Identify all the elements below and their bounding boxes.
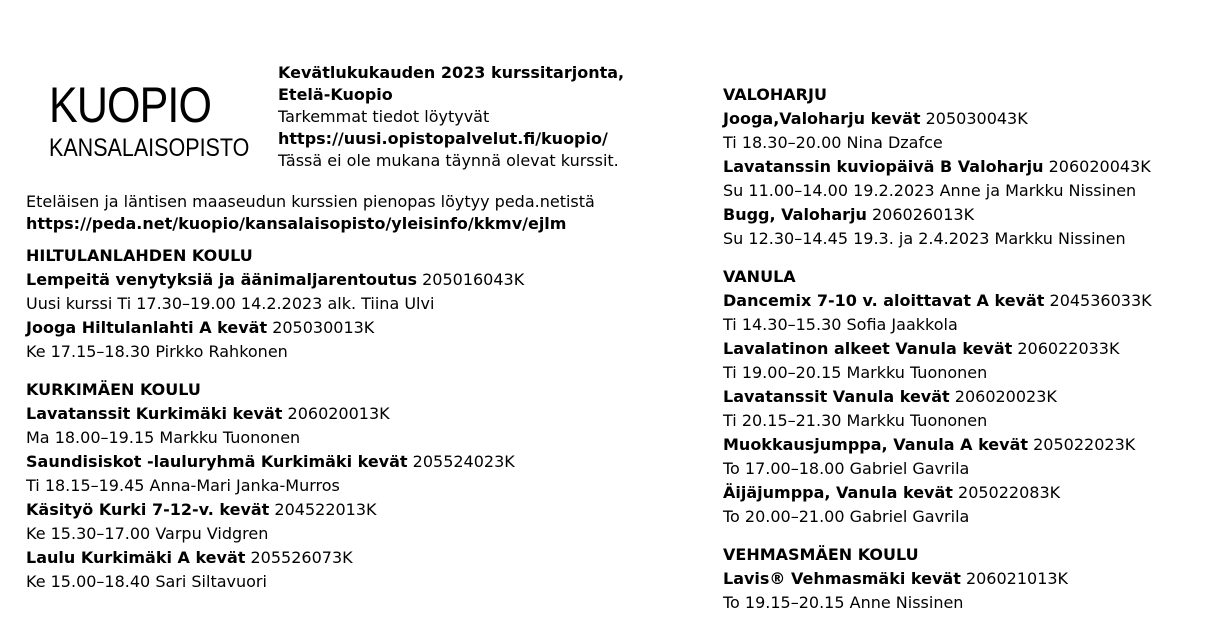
course-code: 204536033K <box>1049 291 1152 310</box>
course-name: Bugg, Valoharju <box>723 205 867 224</box>
course-name: Jooga Hiltulanlahti A kevät <box>26 318 268 337</box>
course-details: Ke 17.15–18.30 Pirkko Rahkonen <box>26 342 288 361</box>
page-header <box>278 62 624 172</box>
section-title: VANULA <box>723 267 796 286</box>
course-details: To 20.00–21.00 Gabriel Gavrila <box>723 507 970 526</box>
course-heading <box>26 402 524 426</box>
course-name: Lavatanssit Vanula kevät <box>723 387 950 406</box>
course-item <box>723 481 1152 529</box>
course-heading <box>723 203 1152 227</box>
course-code: 205030013K <box>272 318 375 337</box>
course-item <box>26 498 524 546</box>
logo-subtitle: KANSALAISOPISTO <box>49 134 250 162</box>
course-item <box>723 337 1152 385</box>
course-details: Su 11.00–14.00 19.2.2023 Anne ja Markku Nissinen <box>723 181 1137 200</box>
course-name: Lavalatinon alkeet Vanula kevät <box>723 339 1013 358</box>
course-code: 205524023K <box>412 452 515 471</box>
course-details: To 17.00–18.00 Gabriel Gavrila <box>723 459 970 478</box>
course-item <box>26 402 524 450</box>
course-details: Ke 15.30–17.00 Varpu Vidgren <box>26 524 269 543</box>
intro-block <box>26 191 595 235</box>
course-item <box>723 433 1152 481</box>
section-vanula <box>723 265 1152 529</box>
section-title: HILTULANLAHDEN KOULU <box>26 246 253 265</box>
course-details: Ti 18.15–19.45 Anna-Mari Janka-Murros <box>26 476 340 495</box>
course-details: Su 12.30–14.45 19.3. ja 2.4.2023 Markku Nissinen <box>723 229 1126 248</box>
course-code: 206020023K <box>954 387 1057 406</box>
page-subtitle: Etelä-Kuopio <box>278 85 393 104</box>
section-title: VALOHARJU <box>723 85 827 104</box>
course-heading <box>723 289 1152 313</box>
intro-text: Eteläisen ja läntisen maaseudun kurssien pienopas löytyy peda.netistä <box>26 192 595 211</box>
course-name: Saundisiskot -lauluryhmä Kurkimäki kevät <box>26 452 408 471</box>
course-heading <box>26 316 524 340</box>
course-details: Ti 14.30–15.30 Sofia Jaakkola <box>723 315 958 334</box>
course-name: Lavatanssit Kurkimäki kevät <box>26 404 283 423</box>
course-code: 206020043K <box>1048 157 1151 176</box>
course-name: Laulu Kurkimäki A kevät <box>26 548 246 567</box>
course-heading <box>723 567 1152 591</box>
course-code: 205030043K <box>925 109 1028 128</box>
intro-link[interactable]: https://peda.net/kuopio/kansalaisopisto/yleisinfo/kkmv/ejlm <box>26 214 567 233</box>
section-title: VEHMASMÄEN KOULU <box>723 545 919 564</box>
course-heading <box>723 155 1152 179</box>
course-code: 204522013K <box>274 500 377 519</box>
course-name: Käsityö Kurki 7-12-v. kevät <box>26 500 270 519</box>
course-details: Ke 15.00–18.40 Sari Siltavuori <box>26 572 267 591</box>
course-details: Ti 18.30–20.00 Nina Dzafce <box>723 133 943 152</box>
left-column <box>26 244 524 608</box>
course-item <box>723 155 1152 203</box>
course-name: Lempeitä venytyksiä ja äänimaljarentoutus <box>26 270 417 289</box>
course-code: 206026013K <box>871 205 975 224</box>
course-code: 205022023K <box>1033 435 1136 454</box>
course-details: Ma 18.00–19.15 Markku Tuononen <box>26 428 301 447</box>
course-heading <box>723 107 1152 131</box>
course-heading <box>723 481 1152 505</box>
course-heading <box>26 498 524 522</box>
kansalaisopisto-logo <box>49 77 282 162</box>
course-code: 205526073K <box>250 548 353 567</box>
course-name: Äijäjumppa, Vanula kevät <box>723 483 953 502</box>
course-name: Lavatanssin kuviopäivä B Valoharju <box>723 157 1044 176</box>
course-code: 205016043K <box>422 270 525 289</box>
section-vehmasmaen-koulu <box>723 543 1152 615</box>
course-code: 206021013K <box>965 569 1069 588</box>
page-title: Kevätlukukauden 2023 kurssitarjonta, <box>278 63 625 82</box>
course-details: Ti 20.15–21.30 Markku Tuononen <box>723 411 988 430</box>
course-code: 205022083K <box>958 483 1061 502</box>
course-heading <box>723 433 1152 457</box>
section-valoharju <box>723 83 1152 251</box>
course-item <box>723 289 1152 337</box>
course-item <box>26 450 524 498</box>
course-heading <box>26 450 524 474</box>
course-item <box>723 385 1152 433</box>
course-item <box>26 546 524 594</box>
course-item <box>723 203 1152 251</box>
section-title: KURKIMÄEN KOULU <box>26 380 201 399</box>
course-name: Dancemix 7-10 v. aloittavat A kevät <box>723 291 1045 310</box>
course-item <box>26 268 524 316</box>
course-code: 206020013K <box>287 404 390 423</box>
course-item <box>723 107 1152 155</box>
course-item <box>26 316 524 364</box>
info-link[interactable]: https://uusi.opistopalvelut.fi/kuopio/ <box>278 129 608 148</box>
course-heading <box>723 385 1152 409</box>
info-text: Tarkemmat tiedot löytyvät <box>278 107 490 126</box>
section-kurkimaen-koulu <box>26 378 524 594</box>
right-column <box>723 83 1152 629</box>
course-details: Ti 19.00–20.15 Markku Tuononen <box>723 363 988 382</box>
course-heading <box>26 546 524 570</box>
course-details: Uusi kurssi Ti 17.30–19.00 14.2.2023 alk. Tiina Ulvi <box>26 294 435 313</box>
section-hiltulanlahden-koulu <box>26 244 524 364</box>
course-details: To 19.15–20.15 Anne Nissinen <box>723 593 964 612</box>
course-heading <box>26 268 524 292</box>
course-name: Lavis® Vehmasmäki kevät <box>723 569 961 588</box>
note-text: Tässä ei ole mukana täynnä olevat kurssit. <box>278 151 619 170</box>
course-item <box>723 567 1152 615</box>
course-name: Muokkausjumppa, Vanula A kevät <box>723 435 1029 454</box>
course-code: 206022033K <box>1017 339 1120 358</box>
logo-wordmark: KUOPIO <box>49 77 212 133</box>
course-heading <box>723 337 1152 361</box>
course-name: Jooga,Valoharju kevät <box>723 109 921 128</box>
